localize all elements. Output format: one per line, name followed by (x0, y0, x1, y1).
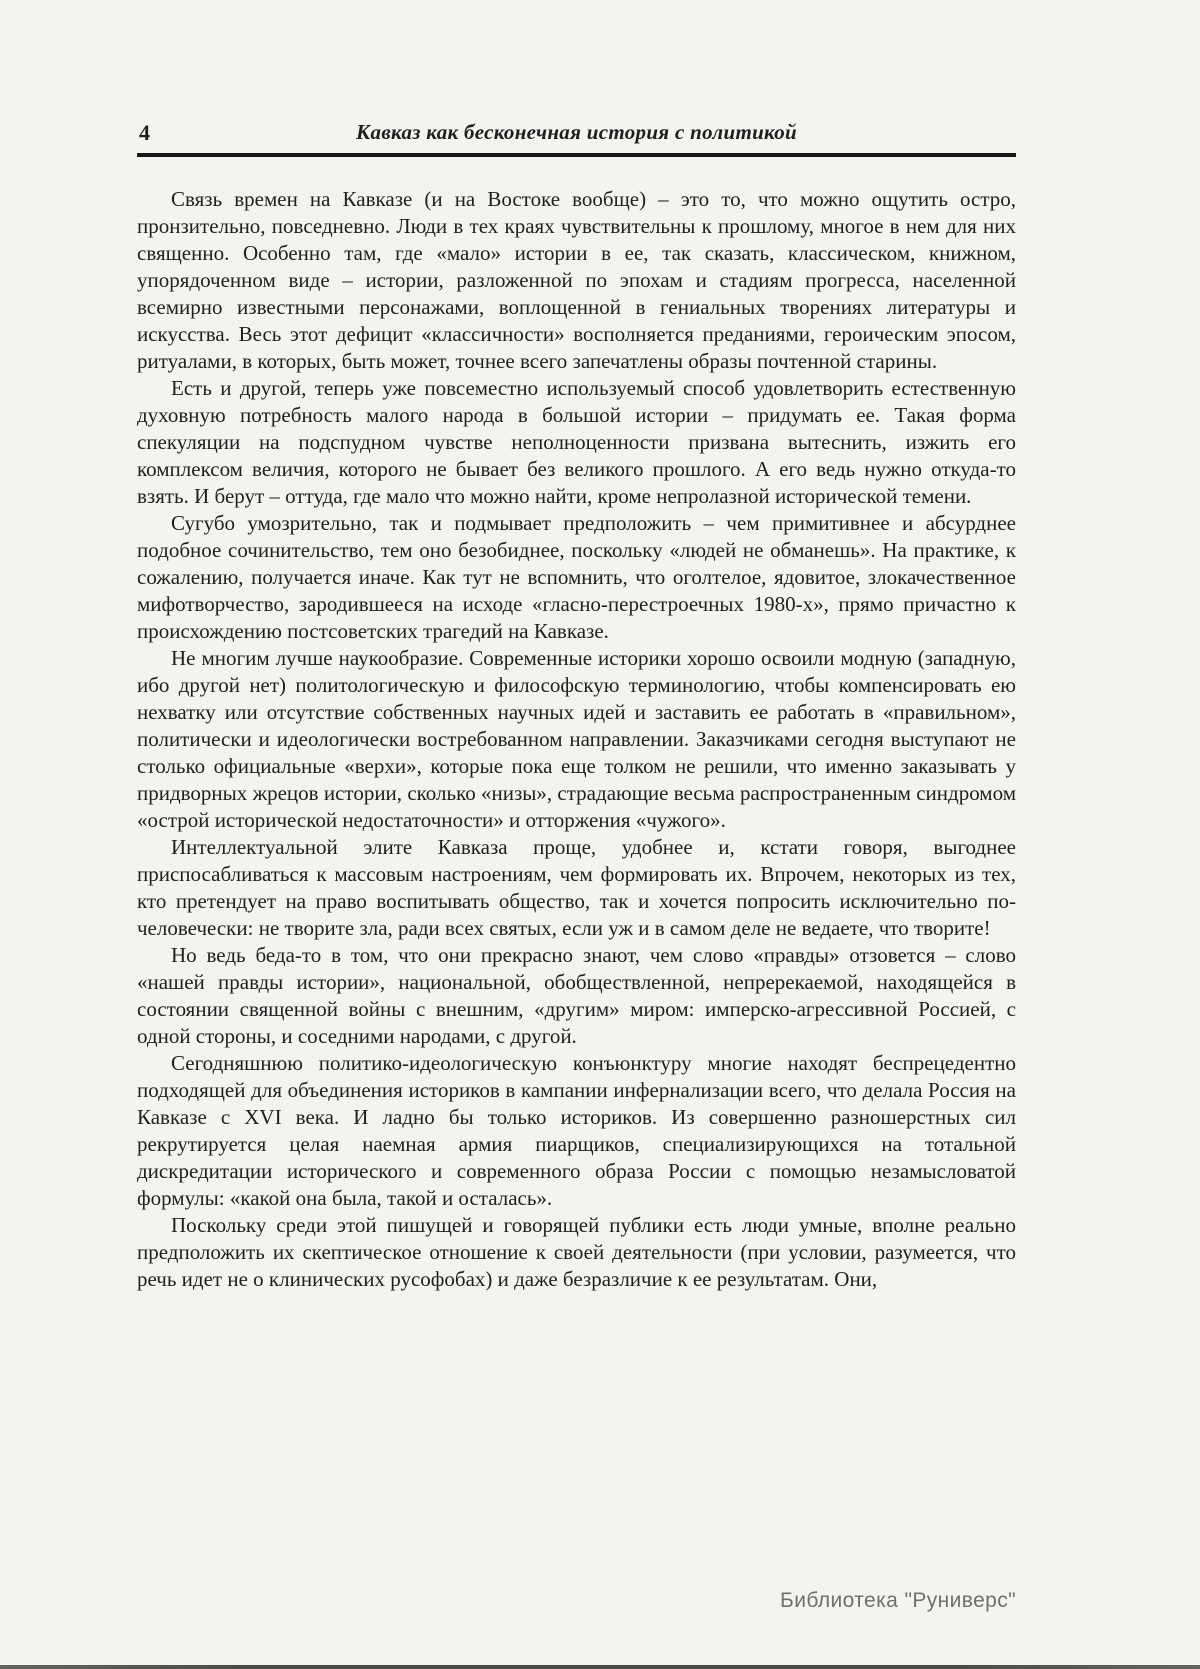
paragraph: Связь времен на Кавказе (и на Востоке вообще) – это то, что можно ощутить остро, пронзительно, повседневно. Люди в тех краях чувствительны к прошлому, многое в нем для них священно. Особенно там, где «мало» истории в ее, так сказать, классическом, книжном, упорядоченном виде – истории, разложенной по эпохам и стадиям прогресса, населенной всемирно известными персонажами, воплощенной в гениальных творениях литературы и искусства. Весь этот дефицит «классичности» восполняется преданиями, героическим эпосом, ритуалами, в которых, быть может, точнее всего запечатлены образы почтенной старины. (137, 187, 1016, 373)
page-number: 4 (139, 120, 150, 145)
page-header (137, 120, 1016, 148)
header-rule (137, 153, 1016, 157)
paragraph: Сегодняшнюю политико-идеологическую конъюнктуру многие находят беспрецедентно подходящей для объединения историков в кампании инфернализации всего, что делала Россия на Кавказе с XVI века. И ладно бы только историков. Из совершенно разношерстных сил рекрутируется целая наемная армия пиарщиков, специализирующихся на тотальной дискредитации исторического и современного образа России с помощью незамысловатой формулы: «какой она была, такой и осталась». (137, 1051, 1016, 1210)
paragraph: Интеллектуальной элите Кавказа проще, удобнее и, кстати говоря, выгоднее приспосабливаться к массовым настроениям, чем формировать их. Впрочем, некоторых из тех, кто претендует на право воспитывать общество, так и хочется попросить исключительно по-человечески: не творите зла, ради всех святых, если уж и в самом деле не ведаете, что творите! (137, 835, 1016, 940)
paragraph: Сугубо умозрительно, так и подмывает предположить – чем примитивнее и абсурднее подобное сочинительство, тем оно безобиднее, поскольку «людей не обманешь». На практике, к сожалению, получается иначе. Как тут не вспомнить, что оголтелое, ядовитое, злокачественное мифотворчество, зародившееся на исходе «гласно-перестроечных 1980-х», прямо причастно к происхождению постсоветских трагедий на Кавказе. (137, 511, 1016, 643)
paragraph: Есть и другой, теперь уже повсеместно используемый способ удовлетворить естественную духовную потребность малого народа в большой истории – придумать ее. Такая форма спекуляции на подспудном чувстве неполноценности призвана вытеснить, изжить его комплексом величия, которого не бывает без великого прошлого. А его ведь нужно откуда-то взять. И берут – оттуда, где мало что можно найти, кроме непролазной исторической темени. (137, 376, 1016, 508)
paragraph: Но ведь беда-то в том, что они прекрасно знают, чем слово «правды» отзовется – слово «нашей правды истории», национальной, обобществленной, непререкаемой, находящейся в состоянии священной войны с внешним, «другим» миром: имперско-агрессивной Россией, с одной стороны, и соседними народами, с другой. (137, 943, 1016, 1048)
running-title: Кавказ как бесконечная история с политикой (356, 120, 797, 144)
paragraph: Поскольку среди этой пишущей и говорящей публики есть люди умные, вполне реально предположить их скептическое отношение к своей деятельности (при условии, разумеется, что речь идет не о клинических русофобах) и даже безразличие к ее результатам. Они, (137, 1213, 1016, 1291)
page-body (137, 186, 1016, 1293)
library-watermark: Библиотека "Руниверс" (780, 1589, 1016, 1612)
text-block (137, 120, 1016, 1293)
paragraph: Не многим лучше наукообразие. Современные историки хорошо освоили модную (западную, ибо другой нет) политологическую и философскую терминологию, чтобы компенсировать ею нехватку или отсутствие собственных научных идей и заставить ее работать в «правильном», политически и идеологически востребованном направлении. Заказчиками сегодня выступают не столько официальные «верхи», которые пока еще толком не решили, что именно заказывать у придворных жрецов истории, сколько «низы», страдающие весьма распространенным синдромом «острой исторической недостаточности» и отторжения «чужого». (137, 646, 1016, 832)
scan-bottom-edge (0, 1665, 1200, 1669)
